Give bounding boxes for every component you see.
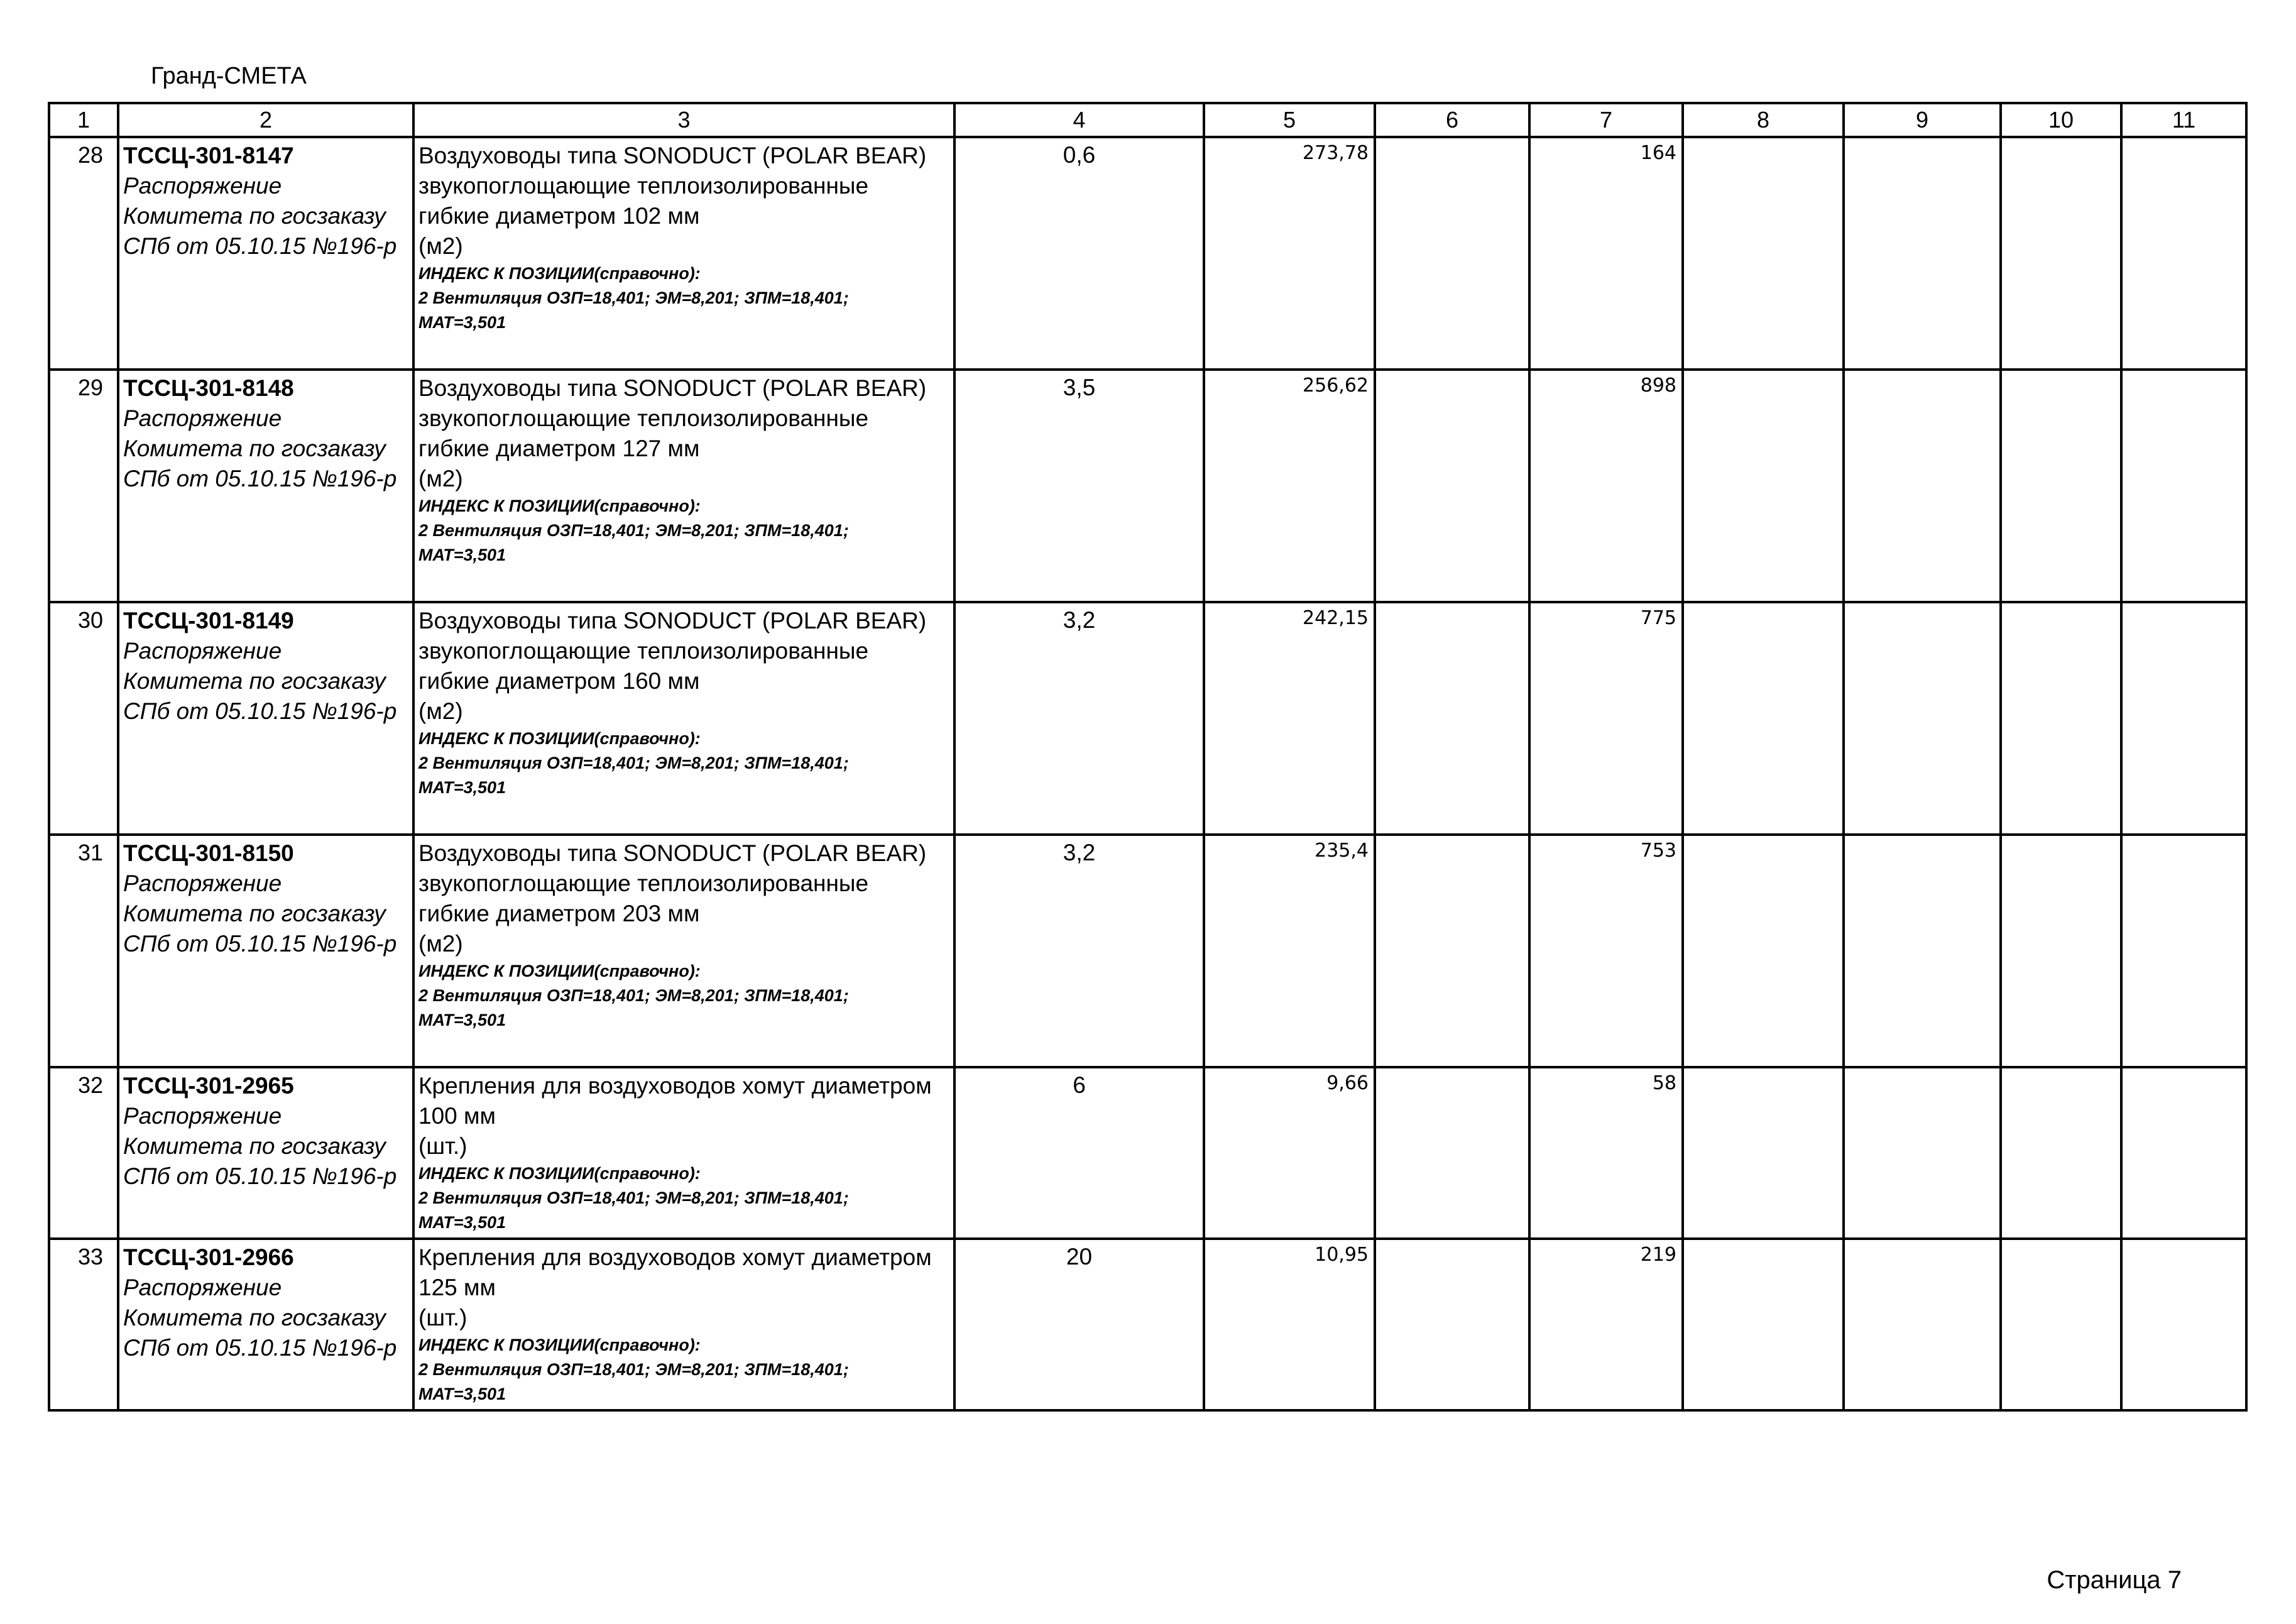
total-cell: 775 [1529, 602, 1683, 835]
rate-ref-line: Комитета по госзаказу [123, 436, 386, 461]
empty-cell [2001, 602, 2121, 835]
index-line: МАТ=3,501 [418, 778, 506, 797]
row-number: 31 [49, 835, 118, 1067]
total-cell: 219 [1529, 1239, 1683, 1410]
index-line: 2 Вентиляция ОЗП=18,401; ЭМ=8,201; ЗПМ=18,401; [418, 754, 849, 772]
description-line: Крепления для воздуховодов хомут диаметром [418, 1073, 932, 1099]
empty-cell [1683, 602, 1844, 835]
row-number: 33 [49, 1239, 118, 1410]
description-unit: (м2) [418, 698, 463, 724]
unit-price-cell: 9,66 [1204, 1067, 1375, 1239]
empty-cell [2121, 137, 2246, 370]
column-header: 9 [1844, 103, 2001, 137]
rate-ref-line: Распоряжение [123, 638, 282, 664]
row-number: 29 [49, 370, 118, 602]
column-header: 10 [2001, 103, 2121, 137]
rate-ref-line: СПб от 05.10.15 №196-р [123, 931, 397, 957]
description-cell [413, 835, 954, 1067]
description-line: звукопоглощающие теплоизолированные [418, 870, 869, 896]
unit-price-cell: 10,95 [1204, 1239, 1375, 1410]
column-header: 4 [954, 103, 1204, 137]
index-line: 2 Вентиляция ОЗП=18,401; ЭМ=8,201; ЗПМ=18,401; [418, 1360, 849, 1379]
description-line: Воздуховоды типа SONODUCT (POLAR BEAR) [418, 143, 927, 168]
rate-ref-line: СПб от 05.10.15 №196-р [123, 1163, 397, 1189]
quantity-cell: 3,2 [954, 835, 1204, 1067]
column-header: 11 [2121, 103, 2246, 137]
column-header: 1 [49, 103, 118, 137]
description-unit: (шт.) [418, 1133, 467, 1159]
description-line: 100 мм [418, 1103, 496, 1129]
document-title: Гранд-СМЕТА [151, 63, 307, 89]
empty-cell [1844, 1067, 2001, 1239]
description-unit: (м2) [418, 233, 463, 259]
rate-ref-line: Комитета по госзаказу [123, 901, 386, 926]
index-line: ИНДЕКС К ПОЗИЦИИ(справочно): [418, 264, 701, 283]
index-line: ИНДЕКС К ПОЗИЦИИ(справочно): [418, 497, 701, 515]
description-cell [413, 370, 954, 602]
empty-cell [2121, 370, 2246, 602]
empty-cell [2121, 1239, 2246, 1410]
column-header: 5 [1204, 103, 1375, 137]
description-line: Воздуховоды типа SONODUCT (POLAR BEAR) [418, 840, 927, 866]
rate-ref-line: Комитета по госзаказу [123, 203, 386, 229]
table-row [49, 602, 2246, 835]
description-cell [413, 137, 954, 370]
index-line: 2 Вентиляция ОЗП=18,401; ЭМ=8,201; ЗПМ=18,401; [418, 288, 849, 307]
index-line: МАТ=3,501 [418, 1213, 506, 1232]
description-cell [413, 1239, 954, 1410]
index-line: МАТ=3,501 [418, 546, 506, 564]
quantity-cell: 20 [954, 1239, 1204, 1410]
row-number: 28 [49, 137, 118, 370]
empty-cell [2121, 835, 2246, 1067]
table-row [49, 835, 2246, 1067]
rate-ref-line: Распоряжение [123, 870, 282, 896]
quantity-cell: 0,6 [954, 137, 1204, 370]
total-cell: 898 [1529, 370, 1683, 602]
rate-ref-line: Распоряжение [123, 173, 282, 199]
description-line: гибкие диаметром 203 мм [418, 901, 700, 926]
index-line: МАТ=3,501 [418, 1385, 506, 1403]
empty-cell [1375, 602, 1529, 835]
column-header: 3 [413, 103, 954, 137]
rate-ref-line: Комитета по госзаказу [123, 668, 386, 694]
empty-cell [2001, 1067, 2121, 1239]
empty-cell [1844, 137, 2001, 370]
column-header: 6 [1375, 103, 1529, 137]
rate-ref-line: Комитета по госзаказу [123, 1133, 386, 1159]
empty-cell [1683, 835, 1844, 1067]
empty-cell [2121, 1067, 2246, 1239]
description-line: 125 мм [418, 1275, 496, 1300]
rate-code: ТССЦ-301-2965 [123, 1073, 294, 1099]
rate-ref-line: Комитета по госзаказу [123, 1305, 386, 1330]
empty-cell [2001, 137, 2121, 370]
description-line: Воздуховоды типа SONODUCT (POLAR BEAR) [418, 375, 927, 401]
quantity-cell: 3,2 [954, 602, 1204, 835]
empty-cell [2121, 602, 2246, 835]
table-row [49, 137, 2246, 370]
estimate-table [48, 102, 2248, 1412]
unit-price-cell: 235,4 [1204, 835, 1375, 1067]
rate-code-cell [118, 137, 413, 370]
empty-cell [1683, 370, 1844, 602]
index-line: ИНДЕКС К ПОЗИЦИИ(справочно): [418, 1336, 701, 1354]
column-header: 2 [118, 103, 413, 137]
unit-price-cell: 273,78 [1204, 137, 1375, 370]
index-line: ИНДЕКС К ПОЗИЦИИ(справочно): [418, 1164, 701, 1183]
empty-cell [2001, 1239, 2121, 1410]
empty-cell [1375, 1239, 1529, 1410]
description-cell [413, 602, 954, 835]
column-header: 8 [1683, 103, 1844, 137]
rate-code-cell [118, 370, 413, 602]
rate-code: ТССЦ-301-8147 [123, 143, 294, 168]
empty-cell [1844, 602, 2001, 835]
description-unit: (шт.) [418, 1305, 467, 1330]
empty-cell [1375, 1067, 1529, 1239]
empty-cell [1683, 1239, 1844, 1410]
description-cell [413, 1067, 954, 1239]
rate-ref-line: СПб от 05.10.15 №196-р [123, 233, 397, 259]
rate-code-cell [118, 1067, 413, 1239]
description-unit: (м2) [418, 931, 463, 957]
column-header: 7 [1529, 103, 1683, 137]
index-line: МАТ=3,501 [418, 313, 506, 332]
empty-cell [2001, 835, 2121, 1067]
description-line: звукопоглощающие теплоизолированные [418, 173, 869, 199]
index-line: ИНДЕКС К ПОЗИЦИИ(справочно): [418, 729, 701, 748]
rate-code-cell [118, 835, 413, 1067]
page-number: Страница 7 [2047, 1566, 2182, 1594]
empty-cell [1683, 1067, 1844, 1239]
empty-cell [1375, 835, 1529, 1067]
description-unit: (м2) [418, 466, 463, 491]
description-line: Воздуховоды типа SONODUCT (POLAR BEAR) [418, 608, 927, 634]
empty-cell [2001, 370, 2121, 602]
table-row [49, 1239, 2246, 1410]
description-line: гибкие диаметром 160 мм [418, 668, 700, 694]
index-line: 2 Вентиляция ОЗП=18,401; ЭМ=8,201; ЗПМ=18,401; [418, 521, 849, 540]
description-line: звукопоглощающие теплоизолированные [418, 638, 869, 664]
index-line: 2 Вентиляция ОЗП=18,401; ЭМ=8,201; ЗПМ=18,401; [418, 1188, 849, 1207]
index-line: ИНДЕКС К ПОЗИЦИИ(справочно): [418, 962, 701, 980]
rate-code: ТССЦ-301-2966 [123, 1244, 294, 1270]
empty-cell [1844, 370, 2001, 602]
rate-code: ТССЦ-301-8150 [123, 840, 294, 866]
unit-price-cell: 256,62 [1204, 370, 1375, 602]
description-line: Крепления для воздуховодов хомут диаметром [418, 1244, 932, 1270]
total-cell: 58 [1529, 1067, 1683, 1239]
rate-ref-line: Распоряжение [123, 1103, 282, 1129]
column-header-row [49, 103, 2246, 137]
table-row [49, 370, 2246, 602]
total-cell: 753 [1529, 835, 1683, 1067]
rate-ref-line: Распоряжение [123, 1275, 282, 1300]
rate-ref-line: Распоряжение [123, 405, 282, 431]
rate-code-cell [118, 602, 413, 835]
description-line: гибкие диаметром 127 мм [418, 436, 700, 461]
table-row [49, 1067, 2246, 1239]
rate-ref-line: СПб от 05.10.15 №196-р [123, 466, 397, 491]
empty-cell [1844, 1239, 2001, 1410]
rate-code: ТССЦ-301-8148 [123, 375, 294, 401]
empty-cell [1683, 137, 1844, 370]
rate-code: ТССЦ-301-8149 [123, 608, 294, 634]
unit-price-cell: 242,15 [1204, 602, 1375, 835]
empty-cell [1375, 370, 1529, 602]
description-line: гибкие диаметром 102 мм [418, 203, 700, 229]
row-number: 32 [49, 1067, 118, 1239]
rate-ref-line: СПб от 05.10.15 №196-р [123, 1335, 397, 1361]
empty-cell [1375, 137, 1529, 370]
empty-cell [1844, 835, 2001, 1067]
rate-code-cell [118, 1239, 413, 1410]
row-number: 30 [49, 602, 118, 835]
index-line: 2 Вентиляция ОЗП=18,401; ЭМ=8,201; ЗПМ=18,401; [418, 986, 849, 1005]
description-line: звукопоглощающие теплоизолированные [418, 405, 869, 431]
total-cell: 164 [1529, 137, 1683, 370]
quantity-cell: 3,5 [954, 370, 1204, 602]
quantity-cell: 6 [954, 1067, 1204, 1239]
index-line: МАТ=3,501 [418, 1011, 506, 1029]
rate-ref-line: СПб от 05.10.15 №196-р [123, 698, 397, 724]
